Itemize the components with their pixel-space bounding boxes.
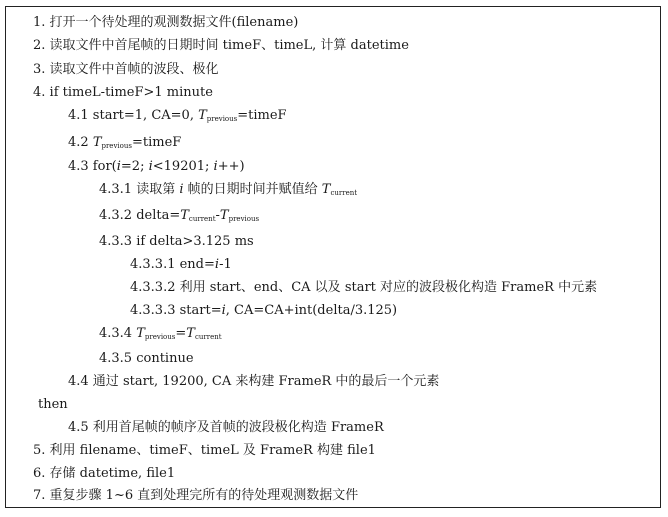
step-4-3-i1: i xyxy=(116,159,121,174)
step-4-3-2-T2: T xyxy=(219,208,229,223)
step-4-3-2-T1: T xyxy=(180,208,189,223)
step-3 xyxy=(33,61,219,78)
step-5-text: 5. 利用 filename、timeF、timeL 及 FrameR 构建 file1 xyxy=(33,443,376,458)
step-4-3-3-1 xyxy=(130,256,232,273)
then-text: then xyxy=(38,397,68,412)
step-4-3-3-2-text: 4.3.3.2 利用 start、end、CA 以及 start 对应的波段极化构造 FrameR 中元素 xyxy=(130,280,598,295)
then-keyword xyxy=(38,396,68,413)
step-4-3-3-3 xyxy=(130,302,397,319)
step-4-2-tail: =timeF xyxy=(131,135,182,150)
step-1 xyxy=(33,14,298,31)
step-4-3-4-T2: T xyxy=(186,326,195,341)
step-2 xyxy=(33,37,409,54)
step-4-3-3-3-i: i xyxy=(221,303,226,318)
step-5 xyxy=(33,442,376,459)
step-4-text: 4. if timeL-timeF>1 minute xyxy=(33,85,213,100)
step-4-4-text: 4.4 通过 start, 19200, CA 来构建 FrameR 中的最后一个元素 xyxy=(68,374,440,389)
step-4-2 xyxy=(68,134,181,151)
step-4-3-i3: i xyxy=(213,159,218,174)
step-4-3-1-text: 4.3.1 读取第 xyxy=(99,182,180,197)
step-4-3-4-T1: T xyxy=(136,326,145,341)
step-4-2-T: T xyxy=(92,135,102,150)
step-4-3-3-text: 4.3.3 if delta>3.125 ms xyxy=(99,234,254,249)
step-4-3-4-sub1: previous xyxy=(144,333,176,341)
step-4-2-sub: previous xyxy=(101,142,132,150)
step-4-2-text: 4.2 xyxy=(68,135,93,150)
step-2-text: 2. 读取文件中首尾帧的日期时间 timeF、timeL, 计算 datetime xyxy=(33,38,409,53)
step-4-3 xyxy=(68,158,245,175)
step-4-5 xyxy=(68,419,384,436)
step-4-3-3-3-b: , CA=CA+int(delta/3.125) xyxy=(225,303,398,318)
step-4-1 xyxy=(68,107,287,124)
step-4-3-i2: i xyxy=(148,159,153,174)
step-4-3-c: <19201; xyxy=(152,159,214,174)
step-4-3-d: ++) xyxy=(217,159,245,174)
step-4-3-3-3-text: 4.3.3.3 start= xyxy=(130,303,222,318)
step-1-text: 1. 打开一个待处理的观测数据文件(filename) xyxy=(33,15,299,30)
step-4-3-3-1-i: i xyxy=(214,257,220,272)
step-4-1-T: T xyxy=(198,108,207,123)
step-4-3-1-sub: current xyxy=(330,189,358,197)
step-6-text: 6. 存储 datetime, file1 xyxy=(33,466,176,481)
step-4-3-1 xyxy=(99,181,357,198)
step-4-3-2 xyxy=(99,207,259,224)
step-4-3-2-b: - xyxy=(215,208,220,223)
step-4-3-3-1-b: -1 xyxy=(219,257,232,272)
step-4-3-1-i: i xyxy=(179,182,184,197)
step-4-3-5-text: 4.3.5 continue xyxy=(99,351,194,366)
step-4-1-tail: =timeF xyxy=(237,108,287,123)
step-4-3-4-text: 4.3.4 xyxy=(99,326,137,341)
step-4-3-5 xyxy=(99,350,194,367)
step-4-3-2-text: 4.3.2 delta= xyxy=(99,208,181,223)
step-4-3-2-sub1: current xyxy=(188,215,216,223)
step-4-1-text: 4.1 start=1, CA=0, xyxy=(68,108,199,123)
step-7-text: 7. 重复步骤 1~6 直到处理完所有的待处理观测数据文件 xyxy=(33,488,359,503)
step-4 xyxy=(33,84,213,101)
step-4-3-3-1-text: 4.3.3.1 end= xyxy=(130,257,215,272)
step-4-1-sub: previous xyxy=(206,115,238,123)
step-4-3-3-2 xyxy=(130,279,597,296)
step-4-3-3 xyxy=(99,233,254,250)
step-3-text: 3. 读取文件中首帧的波段、极化 xyxy=(33,62,219,77)
step-4-3-2-sub2: previous xyxy=(228,215,260,223)
step-4-3-text: 4.3 for( xyxy=(68,159,117,174)
step-4-3-1-T: T xyxy=(321,182,331,197)
step-7 xyxy=(33,487,358,504)
step-4-3-b: =2; xyxy=(120,159,149,174)
step-4-5-text: 4.5 利用首尾帧的帧序及首帧的波段极化构造 FrameR xyxy=(68,420,384,435)
step-4-3-1-b: 帧的日期时间并赋值给 xyxy=(183,182,322,197)
step-4-3-4-sub2: current xyxy=(194,333,222,341)
step-6 xyxy=(33,465,175,482)
step-4-4 xyxy=(68,373,439,390)
step-4-3-4 xyxy=(99,325,222,342)
step-4-3-4-b: = xyxy=(175,326,187,341)
